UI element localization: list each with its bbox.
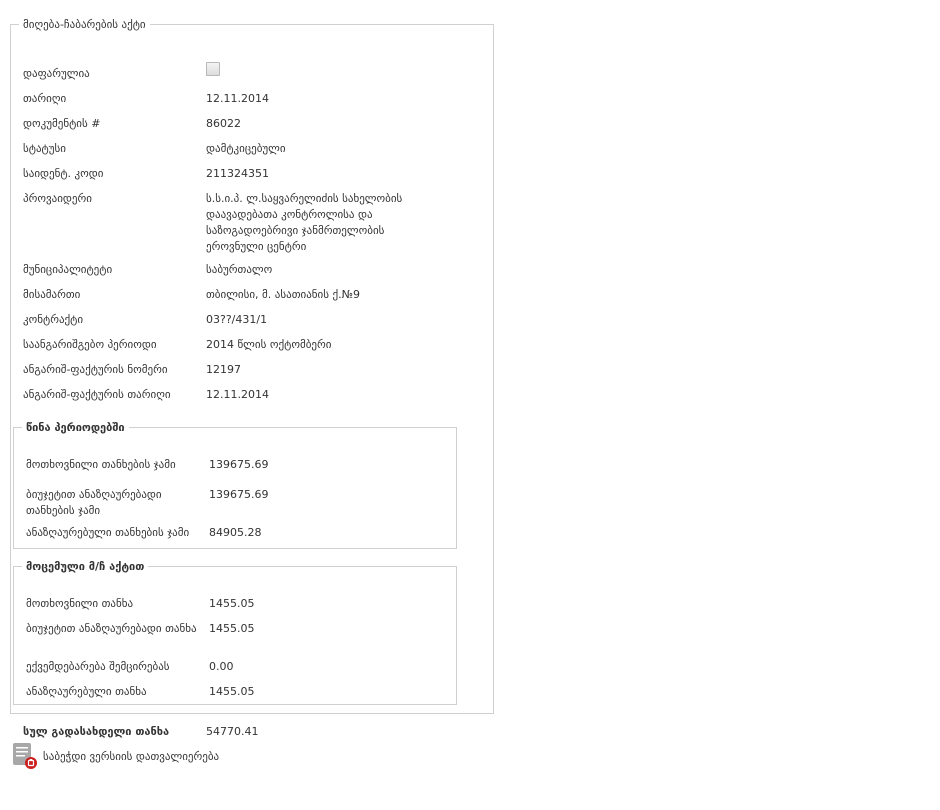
address-value: თბილისი, მ. ასათიანის ქ.№9 bbox=[206, 288, 361, 301]
covered-checkbox[interactable] bbox=[206, 62, 220, 76]
identification-code-label: საიდენტ. კოდი bbox=[23, 167, 104, 180]
total-payable-value: 54770.41 bbox=[206, 725, 259, 738]
given-act-panel bbox=[13, 560, 457, 705]
invoice-number-label: ანგარიშ-ფაქტურის ნომერი bbox=[23, 363, 168, 376]
municipality-label: მუნიციპალიტეტი bbox=[23, 263, 113, 276]
invoice-date-value: 12.11.2014 bbox=[206, 388, 269, 401]
contract-value: 03??/431/1 bbox=[206, 313, 268, 326]
identification-code-value: 211324351 bbox=[206, 167, 269, 180]
budget-reimbursable-amount-value: 1455.05 bbox=[209, 622, 255, 635]
invoice-number-value: 12197 bbox=[206, 363, 241, 376]
reimbursed-sum-label: ანაზღაურებული თანხების ჯამი bbox=[26, 526, 190, 539]
subject-to-reduction-label: ექვემდებარება შემცირებას bbox=[26, 660, 170, 673]
document-number-label: დოკუმენტის # bbox=[23, 117, 101, 130]
subject-to-reduction-value: 0.00 bbox=[209, 660, 234, 673]
address-label: მისამართი bbox=[23, 288, 81, 301]
contract-label: კონტრაქტი bbox=[23, 313, 84, 326]
requested-amount-label: მოთხოვნილი თანხა bbox=[26, 597, 134, 610]
covered-label: დაფარულია bbox=[23, 67, 90, 80]
requested-sum-value: 139675.69 bbox=[209, 458, 269, 471]
panel-title: მიღება-ჩაბარების აქტი bbox=[23, 18, 146, 31]
reimbursed-amount-value: 1455.05 bbox=[209, 685, 255, 698]
reimbursed-amount-label: ანაზღაურებული თანხა bbox=[26, 685, 147, 698]
reimbursed-sum-value: 84905.28 bbox=[209, 526, 262, 539]
budget-reimbursable-sum-value: 139675.69 bbox=[209, 488, 269, 501]
requested-amount-value: 1455.05 bbox=[209, 597, 255, 610]
provider-value: ს.ს.ი.პ. ლ.საყვარელიძის სახელობის დაავადებათა კონტროლისა და საზოგადოებრივი ჯანმრთელობის ეროვნული ცენტრი bbox=[206, 192, 403, 253]
date-value: 12.11.2014 bbox=[206, 92, 269, 105]
total-payable-label: სულ გადასახდელი თანხა bbox=[23, 725, 170, 738]
municipality-value: საბურთალო bbox=[206, 263, 273, 276]
budget-reimbursable-amount-label: ბიუჯეტით ანაზღაურებადი თანხა bbox=[26, 622, 197, 635]
previous-periods-panel bbox=[13, 421, 457, 549]
print-version-label[interactable]: საბეჭდი ვერსიის დათვალიერება bbox=[43, 750, 220, 763]
status-label: სტატუსი bbox=[23, 142, 66, 155]
requested-sum-label: მოთხოვნილი თანხების ჯამი bbox=[26, 458, 176, 471]
previous-periods-title: წინა პერიოდებში bbox=[26, 421, 125, 434]
invoice-date-label: ანგარიშ-ფაქტურის თარიღი bbox=[23, 388, 171, 401]
print-version-link[interactable] bbox=[12, 742, 272, 770]
budget-reimbursable-sum-label: ბიუჯეტით ანაზღაურებადი თანხების ჯამი bbox=[26, 488, 162, 517]
date-label: თარიღი bbox=[23, 92, 67, 105]
document-number-value: 86022 bbox=[206, 117, 241, 130]
status-value: დამტკიცებული bbox=[206, 142, 286, 155]
acceptance-act-panel bbox=[10, 18, 494, 738]
given-act-title: მოცემული მ/ჩ აქტით bbox=[26, 560, 145, 573]
reporting-period-label: საანგარიშგებო პერიოდი bbox=[23, 338, 157, 351]
provider-label: პროვაიდერი bbox=[23, 192, 92, 205]
print-document-icon[interactable] bbox=[12, 742, 38, 770]
reporting-period-value: 2014 წლის ოქტომბერი bbox=[206, 338, 332, 351]
